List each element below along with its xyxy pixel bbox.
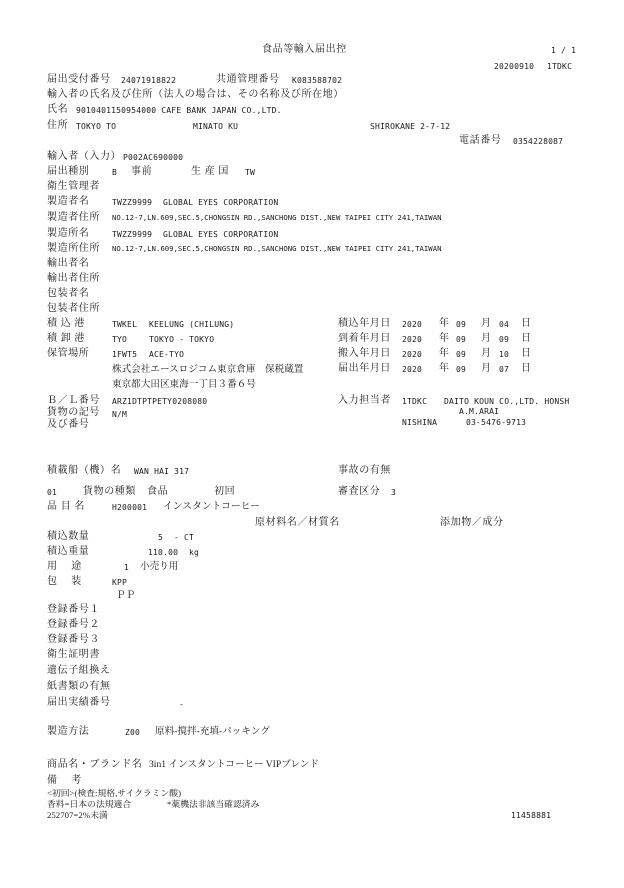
manufacturer-name: GLOBAL EYES CORPORATION: [163, 198, 279, 207]
manufacturer-label: 製造者名: [47, 196, 90, 207]
arrival-date-label: 到着年月日: [338, 333, 391, 344]
exporter-address-label: 輸出者住所: [47, 273, 100, 284]
remarks-label: 備 考: [47, 775, 82, 786]
storage-code: 1FWT5: [112, 350, 138, 359]
storage-company: 株式会社エースロジコム東京倉庫 保税蔵置: [112, 364, 304, 375]
cargo-line-number: 01: [47, 488, 58, 497]
item-name-value: インスタントコーヒー: [163, 501, 260, 512]
review-category-value: 3: [391, 488, 397, 497]
registration-number-3-label: 登録番号３: [47, 634, 100, 645]
country-value: TW: [245, 168, 256, 177]
unloading-port-name: TOKYO - TOKYO: [149, 335, 215, 344]
day-char: 日: [521, 318, 532, 329]
item-code: H200001: [112, 503, 148, 512]
month-char: 月: [481, 333, 492, 344]
carry-in-date-year: 2020: [402, 350, 423, 359]
page-number: 1 / 1: [551, 46, 577, 55]
storage-name: ACE-TYO: [149, 350, 185, 359]
year-char: 年: [439, 363, 450, 374]
paper-documents-label: 紙書類の有無: [47, 681, 111, 692]
remarks-line-2b: *薬機法非該当確認済み: [167, 799, 260, 809]
day-char: 日: [521, 363, 532, 374]
carry-in-date-label: 搬入年月日: [338, 348, 391, 359]
day-char: 日: [521, 333, 532, 344]
weight-value: 110.00: [148, 548, 179, 557]
document-title: 食品等輸入届出控: [262, 44, 347, 55]
remarks-line-2a: 香料=日本の法規適合: [47, 799, 132, 809]
bl-number-value: ARZ1DTPTPETY0208080: [112, 397, 208, 406]
loading-date-day: 04: [499, 320, 510, 329]
unloading-port-label: 積 卸 港: [47, 333, 85, 344]
receipt-number-label: 届出受付番号: [47, 74, 111, 85]
usage-value: 小売り用: [140, 561, 179, 572]
document-number: 11458881: [511, 811, 552, 820]
plant-code: TWZZ9999: [112, 230, 153, 239]
importer-address-ward: MINATO KU: [193, 122, 239, 131]
year-char: 年: [439, 318, 450, 329]
registration-number-2-label: 登録番号２: [47, 619, 100, 630]
product-brand-value: 3in1 インスタントコーヒー VIPブレンド: [149, 759, 319, 770]
storage-address: 東京都大田区東海一丁目３番６号: [112, 379, 256, 390]
usage-code: 1: [124, 563, 130, 572]
packaging-value-1: KPP: [112, 578, 128, 587]
gmo-label: 遺伝子組換え: [47, 665, 111, 676]
product-brand-label: 商品名・ブランド名: [47, 759, 143, 770]
raw-material-header: 原材料名／材質名: [255, 517, 340, 528]
bl-number-label: Ｂ／Ｌ番号: [47, 395, 100, 406]
arrival-date-month: 09: [456, 335, 467, 344]
loading-date-label: 積込年月日: [338, 318, 391, 329]
manufacturing-method-code: Z00: [125, 728, 141, 737]
filing-date-day: 07: [499, 365, 510, 374]
marks-value: N/M: [112, 410, 128, 419]
importer-name-value: 9010401150954000 CAFE BANK JAPAN CO.,LTD.: [76, 106, 282, 115]
agent-label: 入力担当者: [338, 395, 391, 406]
filing-date-label: 届出年月日: [338, 363, 391, 374]
first-time-flag: 初回: [214, 486, 236, 497]
loading-date-month: 09: [456, 320, 467, 329]
unloading-port-code: TYO: [112, 335, 128, 344]
month-char: 月: [481, 318, 492, 329]
importer-heading: 輸入者の氏名及び住所（法人の場合は、その名称及び所在地）: [47, 89, 344, 100]
loading-port-code: TWKEL: [112, 320, 138, 329]
year-char: 年: [439, 348, 450, 359]
importer-address-street: SHIROKANE 2-7-12: [370, 122, 451, 131]
manufacturing-method-value: 原料-撹拌-充填-パッキング: [155, 726, 270, 737]
country-label: 生 産 国: [191, 166, 229, 177]
marks-label-line2: 及び番号: [47, 419, 90, 430]
agent-phone: 03-5476-9713: [466, 418, 527, 427]
packaging-value-2: ＰＰ: [116, 590, 136, 601]
agent-code: 1TDKC: [402, 397, 428, 406]
manufacturing-method-label: 製造方法: [47, 726, 90, 737]
loading-date-year: 2020: [402, 320, 423, 329]
arrival-date-year: 2020: [402, 335, 423, 344]
notification-type-label: 届出種別: [47, 166, 90, 177]
filing-date-month: 09: [456, 365, 467, 374]
record-number-value: -: [179, 700, 185, 709]
importer-address-prefecture: TOKYO TO: [76, 122, 117, 131]
common-number-value: K083588702: [292, 76, 343, 85]
year-char: 年: [439, 333, 450, 344]
importer-name-label: 氏名: [47, 104, 69, 115]
storage-label: 保管場所: [47, 348, 90, 359]
plant-name: GLOBAL EYES CORPORATION: [163, 230, 279, 239]
manufacturer-address: NO.12-7,LN.609,SEC.5,CHONGSIN RD.,SANCHONG DIST.,NEW TAIPEI CITY 241,TAIWAN: [112, 213, 442, 222]
loading-port-label: 積 込 港: [47, 318, 85, 329]
month-char: 月: [481, 348, 492, 359]
usage-label: 用 途: [47, 561, 82, 572]
item-name-label: 品 目 名: [47, 501, 85, 512]
accident-label: 事故の有無: [338, 465, 391, 476]
hygiene-certificate-label: 衛生証明書: [47, 649, 100, 660]
record-number-label: 届出実績番号: [47, 697, 111, 708]
filing-date-year: 2020: [402, 365, 423, 374]
weight-unit: kg: [189, 548, 200, 557]
quantity-label: 積込数量: [47, 531, 90, 542]
registration-number-1-label: 登録番号１: [47, 604, 100, 615]
cargo-type-label: 貨物の種類: [83, 486, 136, 497]
exporter-label: 輸出者名: [47, 258, 90, 269]
remarks-line-1: <初回>(検査:規格,サイクラミン酸): [47, 788, 181, 798]
header-office-code: 1TDKC: [547, 62, 573, 71]
loading-port-name: KEELUNG (CHILUNG): [149, 320, 235, 329]
receipt-number-value: 24071918822: [121, 76, 177, 85]
packer-address-label: 包装者住所: [47, 303, 100, 314]
plant-address-label: 製造所住所: [47, 243, 100, 254]
arrival-date-day: 09: [499, 335, 510, 344]
additive-header: 添加物／成分: [440, 517, 504, 528]
carry-in-date-month: 09: [456, 350, 467, 359]
agent-person: A.M.ARAI: [459, 407, 500, 416]
manufacturer-code: TWZZ9999: [112, 198, 153, 207]
phone-label: 電話番号: [459, 135, 502, 146]
quantity-value: 5: [158, 533, 164, 542]
manufacturer-address-label: 製造者住所: [47, 212, 100, 223]
agent-branch: NISHINA: [402, 418, 438, 427]
review-category-label: 審査区分: [338, 486, 381, 497]
weight-label: 積込重量: [47, 546, 90, 557]
month-char: 月: [481, 363, 492, 374]
agent-company: DAITO KOUN CO.,LTD. HONSH: [444, 397, 570, 406]
cargo-type-value: 食品: [147, 486, 169, 497]
input-person-label: 輸入者（入力）: [47, 151, 122, 162]
marks-label-line1: 貨物の記号: [47, 407, 100, 418]
importer-address-label: 住所: [47, 120, 69, 131]
remarks-line-3: 252707=2%未満: [47, 810, 108, 820]
vessel-value: WAN HAI 317: [134, 467, 190, 476]
day-char: 日: [521, 348, 532, 359]
packaging-label: 包 装: [47, 576, 82, 587]
hygiene-manager-label: 衛生管理者: [47, 181, 100, 192]
phone-value: 0354228087: [513, 137, 564, 146]
notification-type-value: 事前: [131, 166, 153, 177]
notification-type-code: B: [112, 168, 118, 177]
plant-address: NO.12-7,LN.609,SEC.5,CHONGSIN RD.,SANCHONG DIST.,NEW TAIPEI CITY 241,TAIWAN: [112, 244, 442, 253]
common-number-label: 共通管理番号: [216, 74, 280, 85]
input-person-value: P002AC690000: [123, 153, 184, 162]
plant-label: 製造所名: [47, 228, 90, 239]
carry-in-date-day: 10: [499, 350, 510, 359]
vessel-label: 積載船（機）名: [47, 465, 122, 476]
packer-label: 包装者名: [47, 288, 90, 299]
header-date: 20200910: [494, 62, 535, 71]
quantity-unit: - CT: [174, 533, 195, 542]
